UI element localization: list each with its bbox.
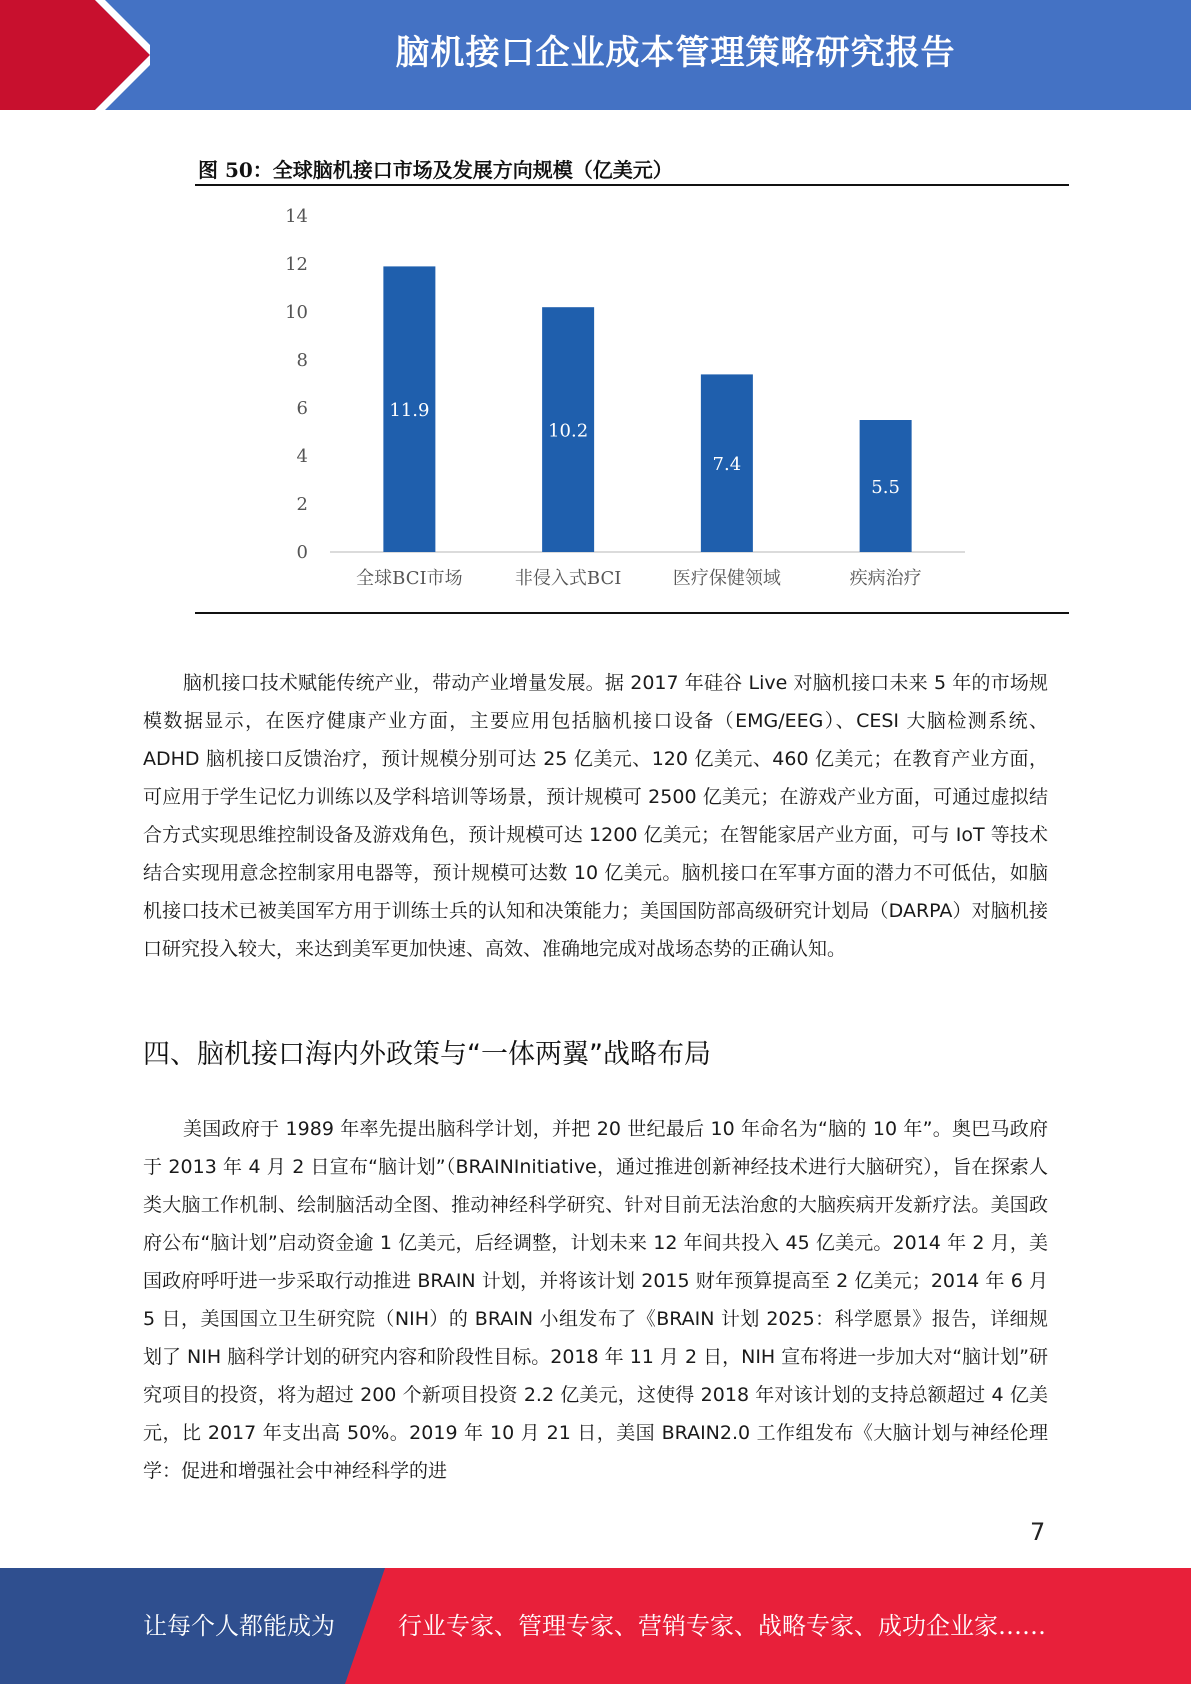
header-title: 脑机接口企业成本管理策略研究报告 [395, 33, 956, 73]
figure-bottom-rule [195, 612, 1069, 614]
section-heading: 四、脑机接口海内外政策与“一体两翼”战略布局 [143, 1039, 711, 1070]
y-tick-label: 12 [285, 254, 308, 275]
data-label: 11.9 [389, 400, 430, 422]
page-header [0, 0, 1191, 110]
data-label: 5.5 [871, 477, 900, 498]
body-paragraph-1: 脑机接口技术赋能传统产业，带动产业增量发展。据 2017 年硅谷 Live 对脑机接口未来 5 年的市场规模数据显示，在医疗健康产业方面，主要应用包括脑机接口设备（EMG/EEG）、CESI 大脑检测系统、ADHD 脑机接口反馈治疗，预计规模分别可达 25 亿美元、120 亿美元、460 亿美元；在教育产业方面，可应用于学生记忆力训练以及学科培训等场景，预计规模可 2500 亿美元；在游戏产业方面，可通过虚拟结合方式实现思维控制设备及游戏角色，预计规模可达 1200 亿美元；在智能家居产业方面，可与 IoT 等技术结合实现用意念控制家用电器等，预计规模可达数 10 亿美元。脑机接口在军事方面的潜力不可低估，如脑机接口技术已被美国军方用于训练士兵的认知和决策能力；美国国防部高级研究计划局（DARPA）对脑机接口研究投入较大，来达到美军更加快速、高效、准确地完成对战场态势的正确认知。 [143, 672, 1048, 960]
figure-title: 图 50：全球脑机接口市场及发展方向规模（亿美元） [198, 158, 673, 182]
header-arrow-decoration [0, 0, 150, 110]
x-tick-label: 全球BCI市场 [356, 568, 463, 589]
data-label: 7.4 [712, 454, 742, 476]
x-tick-label: 疾病治疗 [849, 568, 922, 589]
footer-slogan-left: 让每个人都能成为 [143, 1612, 335, 1640]
y-tick-label: 8 [296, 350, 308, 371]
y-tick-label: 14 [285, 206, 308, 227]
y-tick-label: 0 [296, 542, 308, 563]
y-tick-label: 6 [296, 398, 308, 419]
body-paragraph-2: 美国政府于 1989 年率先提出脑科学计划，并把 20 世纪最后 10 年命名为“脑的 10 年”。奥巴马政府于 2013 年 4 月 2 日宣布“脑计划”（BRAINInitiative，通过推进创新神经技术进行大脑研究），旨在探索人类大脑工作机制、绘制脑活动全图、推动神经科学研究、针对目前无法治愈的大脑疾病开发新疗法。美国政府公布“脑计划”启动资金逾 1 亿美元，后经调整，计划未来 12 年间共投入 45 亿美元。2014 年 2 月，美国政府呼吁进一步采取行动推进 BRAIN 计划，并将该计划 2015 财年预算提高至 2 亿美元；2014 年 6 月 5 日，美国国立卫生研究院（NIH）的 BRAIN 小组发布了《BRAIN 计划 2025：科学愿景》报告，详细规划了 NIH 脑科学计划的研究内容和阶段性目标。2018 年 11 月 2 日，NIH 宣布将进一步加大对“脑计划”研究项目的投资，将为超过 200 个新项目投资 2.2 亿美元，这使得 2018 年对该计划的支持总额超过 4 亿美元，比 2017 年支出高 50%。2019 年 10 月 21 日，美国 BRAIN2.0 工作组发布《大脑计划与神经伦理学：促进和增强社会中神经科学的进 [143, 1118, 1048, 1482]
figure-top-rule [195, 184, 1069, 186]
data-label: 10.2 [548, 420, 589, 442]
bar-chart [270, 200, 970, 600]
x-tick-label: 医疗保健领域 [672, 568, 781, 589]
footer-slogan-right: 行业专家、管理专家、营销专家、战略专家、成功企业家…… [398, 1612, 1046, 1640]
y-tick-label: 4 [296, 446, 308, 467]
y-tick-label: 10 [285, 302, 308, 323]
y-tick-label: 2 [296, 494, 308, 515]
page-number: 7 [1030, 1518, 1046, 1546]
page-footer [0, 1568, 1191, 1684]
x-tick-label: 非侵入式BCI [514, 568, 622, 589]
